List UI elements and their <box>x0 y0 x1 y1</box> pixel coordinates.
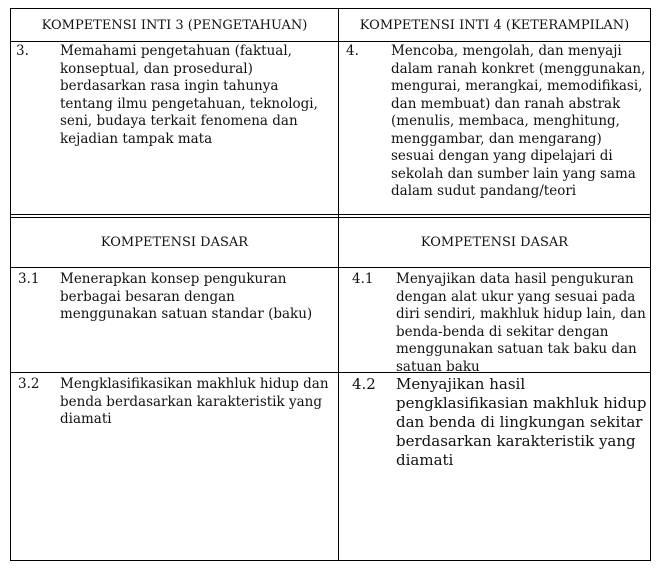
kd-4-1-description: Menyajikan data hasil pengukuran dengan alat ukur yang sesuai pada diri sendiri, makhluk hidup lain, dan benda-benda di sekitar dengan menggunakan satuan tak baku dan satuan baku <box>396 271 646 375</box>
kd-header-divider <box>10 267 651 268</box>
kd-3-1-number: 3.1 <box>18 271 40 287</box>
kd-left-header: KOMPETENSI DASAR <box>100 235 249 250</box>
kd-right-header: KOMPETENSI DASAR <box>420 235 569 250</box>
column-divider <box>338 8 339 561</box>
ki3-header: KOMPETENSI INTI 3 (PENGETAHUAN) <box>41 17 308 33</box>
kd-3-2-description: Mengklasifikasikan makhluk hidup dan benda berdasarkan karakteristik yang diamati <box>60 376 329 427</box>
ki-header-divider <box>10 41 651 42</box>
ki4-description: Mencoba, mengolah, dan menyaji dalam ranah konkret (menggunakan, mengurai, merangkai, memodifikasi, dan membuat) dan ranah abstrak (menulis, membaca, menghitung, menggambar, dan mengarang) sesuai dengan yang dipelajari di sekolah dan sumber lain yang sama dalam sudut pandang/teori <box>391 43 646 199</box>
ki4-number: 4. <box>346 43 359 59</box>
ki4-header: KOMPETENSI INTI 4 (KETERAMPILAN) <box>359 17 630 33</box>
ki3-number: 3. <box>16 43 29 59</box>
kd-4-1-number: 4.1 <box>352 271 374 287</box>
competency-table <box>10 8 651 561</box>
table-border-left <box>10 8 11 561</box>
ki3-description: Memahami pengetahuan (faktual, konseptual, dan prosedural) berdasarkan rasa ingin tahunya tentang ilmu pengetahuan, teknologi, seni, budaya terkait fenomena dan kejadian tampak mata <box>60 43 318 147</box>
kd-4-2-number: 4.2 <box>352 375 376 393</box>
kd-3-2-number: 3.2 <box>18 376 40 392</box>
ki-section-divider-a <box>10 214 651 215</box>
table-border-right <box>650 8 651 561</box>
kd-4-2-description: Menyajikan hasil pengklasifikasian makhluk hidup dan benda di lingkungan sekitar berdasarkan karakteristik yang diamati <box>396 375 647 469</box>
table-border-bottom <box>10 560 651 561</box>
kd-3-1-description: Menerapkan konsep pengukuran berbagai besaran dengan menggunakan satuan standar (baku) <box>60 271 313 322</box>
